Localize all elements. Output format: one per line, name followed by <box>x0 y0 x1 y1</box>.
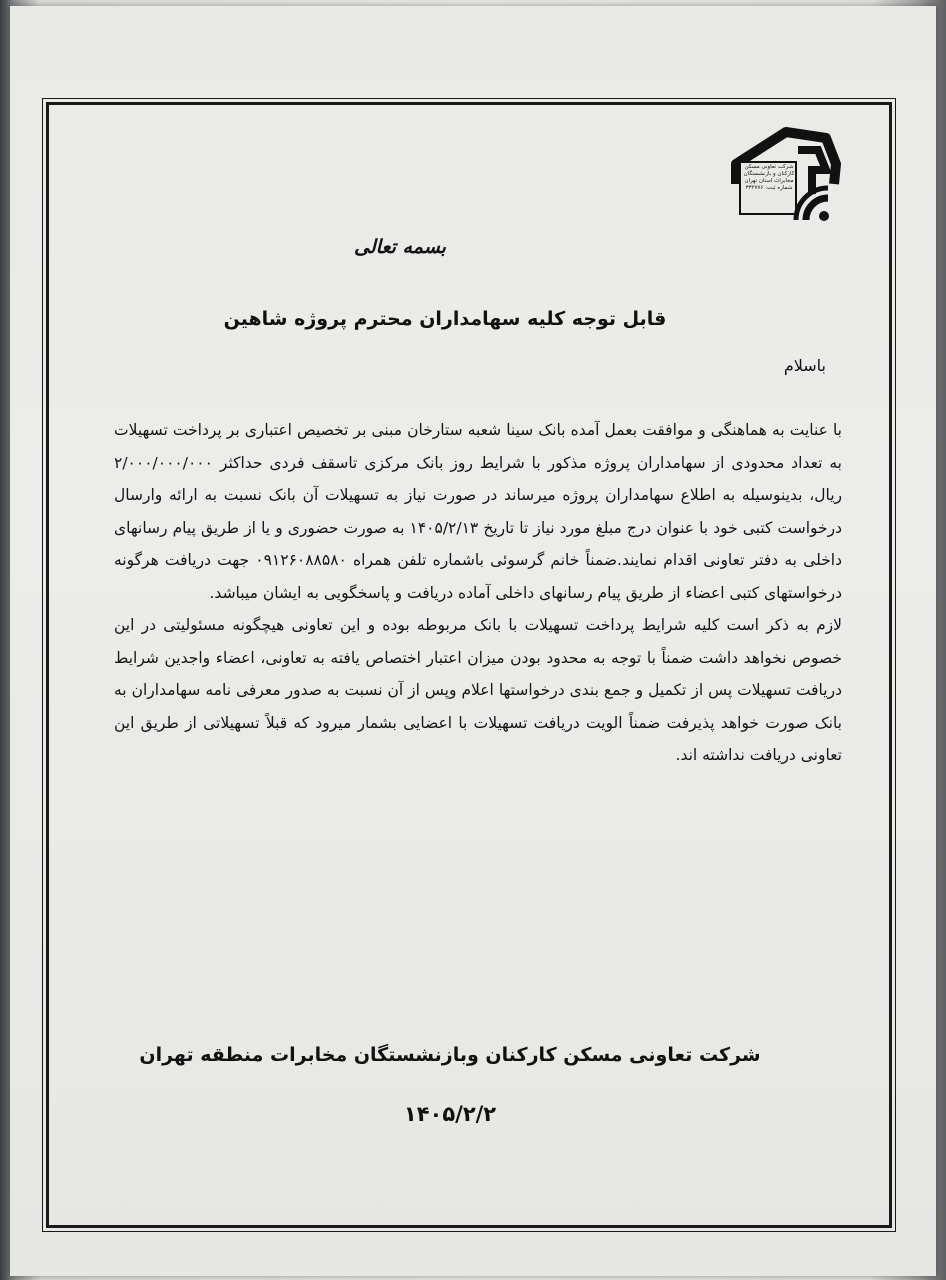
cooperative-logo-icon <box>726 124 842 228</box>
document-date: ۱۴۰۵/۲/۲ <box>403 1102 497 1126</box>
greeting: باسلام <box>783 356 826 375</box>
paper-sheet <box>10 6 936 1276</box>
logo-text: شرکت تعاونی مسکن کارکنان و بازنشستگان مخابرات استان تهران شماره ثبت: ۳۳۲۷۷۶ <box>743 164 795 191</box>
body-paragraph: با عنایت به هماهنگی و موافقت بعمل آمده بانک سینا شعبه ستارخان مبنی بر تخصیص اعتباری بر پرداخت تسهیلات به تعداد محدودی از سهامداران پروژه مذکور با شرایط روز بانک مرکزی تاسقف فردی حداکثر ۲/۰۰۰/۰۰۰/۰۰۰ ریال، بدینوسیله به اطلاع سهامداران پروژه میرساند در صورت نیاز به تسهیلات آن بانک نسبت به ارائه وارسال درخواست کتبی خود با عنوان درج مبلغ مورد نیاز تا تاریخ ۱۴۰۵/۲/۱۳ به صورت حضوری و یا از طریق پیام رسانهای داخلی به دفتر تعاونی اقدام نمایند.ضمناً خانم گرسوئی باشماره تلفن همراه ۰۹۱۲۶۰۸۸۵۸۰ جهت دریافت هرگونه درخواستهای کتبی اعضاء از طریق پیام رسانهای داخلی آماده دریافت و پاسخگویی به ایشان میباشد. <box>114 421 842 602</box>
signature: شرکت تعاونی مسکن کارکنان وبازنشستگان مخابرات منطقه تهران <box>139 1044 761 1066</box>
invocation-heading: بسمه تعالی <box>354 236 446 258</box>
page-title: قابل توجه کلیه سهامداران محترم پروژه شاهین <box>223 308 667 330</box>
letter-body <box>114 414 842 772</box>
body-paragraph: لازم به ذکر است کلیه شرایط پرداخت تسهیلات با بانک مربوطه بوده و این تعاونی هیچگونه مسئولیتی در این خصوص نخواهد داشت ضمناً با توجه به محدود بودن میزان اعتبار اختصاص یافته به تعاونی، اعضاء واجدین شرایط دریافت تسهیلات پس از تکمیل و جمع بندی درخواستها اعلام وپس از آن نسبت به صدور معرفی نامه سهامداران به بانک صورت خواهد پذیرفت ضمناً الویت دریافت تسهیلات با اعضایی بشمار میرود که قبلاً تسهیلاتی از طریق این تعاونی دریافت نداشته اند. <box>114 616 842 764</box>
